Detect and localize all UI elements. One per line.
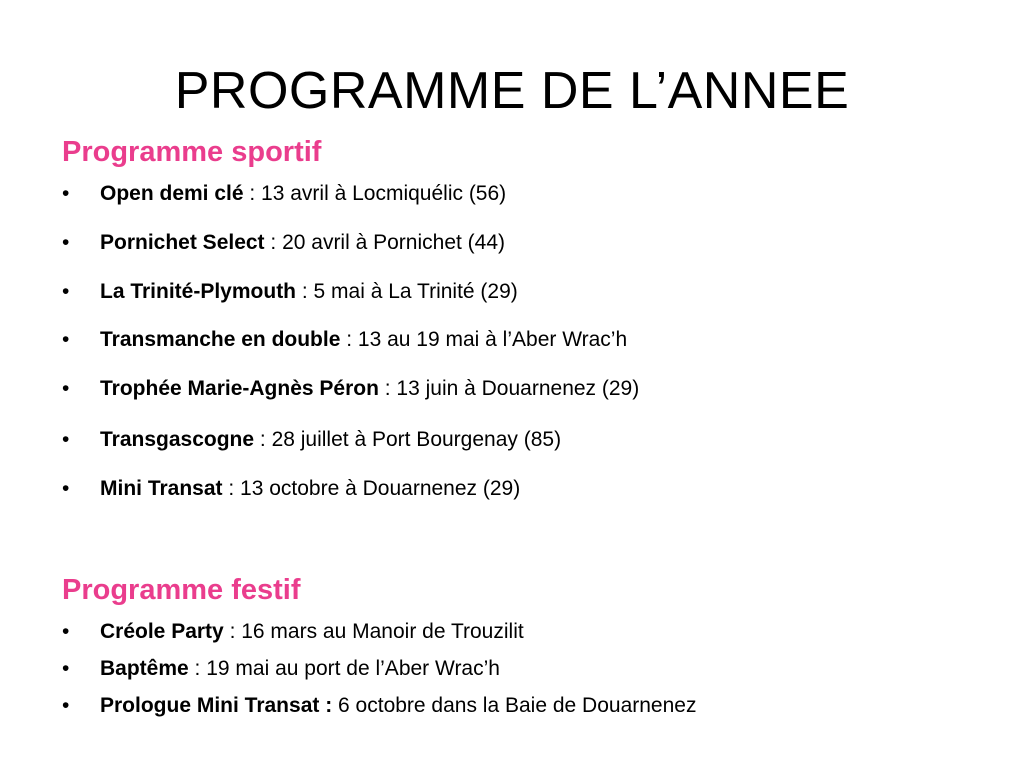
event-name: Transgascogne <box>100 428 255 451</box>
bullet: • <box>62 477 70 500</box>
event-name: La Trinité-Plymouth <box>100 280 297 303</box>
event-detail: : 13 octobre à Douarnenez (29) <box>222 477 521 500</box>
bullet: • <box>62 280 70 303</box>
slide-title: PROGRAMME DE L’ANNEE <box>174 61 850 120</box>
event-detail: : 13 au 19 mai à l’Aber Wrac’h <box>340 328 628 351</box>
event-name: Baptême <box>100 657 189 680</box>
event-name: Pornichet Select <box>100 231 265 254</box>
event-name: Trophée Marie-Agnès Péron <box>100 377 379 400</box>
event-name: Créole Party <box>100 620 224 643</box>
bullet: • <box>62 694 70 717</box>
bullet: • <box>62 428 70 451</box>
bullet: • <box>62 182 70 205</box>
section-heading-sportif: Programme sportif <box>62 136 322 168</box>
event-detail: : 13 juin à Douarnenez (29) <box>378 377 640 400</box>
event-name: Prologue Mini Transat : <box>100 694 333 717</box>
event-name: Open demi clé <box>100 182 244 205</box>
event-name: Transmanche en double <box>100 328 341 351</box>
event-detail: : 5 mai à La Trinité (29) <box>296 280 518 303</box>
event-name: Mini Transat <box>100 477 223 500</box>
event-detail: : 16 mars au Manoir de Trouzilit <box>223 620 524 643</box>
bullet: • <box>62 620 70 643</box>
event-detail: 6 octobre dans la Baie de Douarnenez <box>332 694 697 717</box>
event-detail: : 20 avril à Pornichet (44) <box>264 231 506 254</box>
event-detail: : 13 avril à Locmiquélic (56) <box>243 182 507 205</box>
bullet: • <box>62 657 70 680</box>
event-detail: : 28 juillet à Port Bourgenay (85) <box>254 428 562 451</box>
bullet: • <box>62 328 70 351</box>
event-detail: : 19 mai au port de l’Aber Wrac’h <box>188 657 500 680</box>
bullet: • <box>62 377 70 400</box>
bullet: • <box>62 231 70 254</box>
section-heading-festif: Programme festif <box>62 574 301 606</box>
